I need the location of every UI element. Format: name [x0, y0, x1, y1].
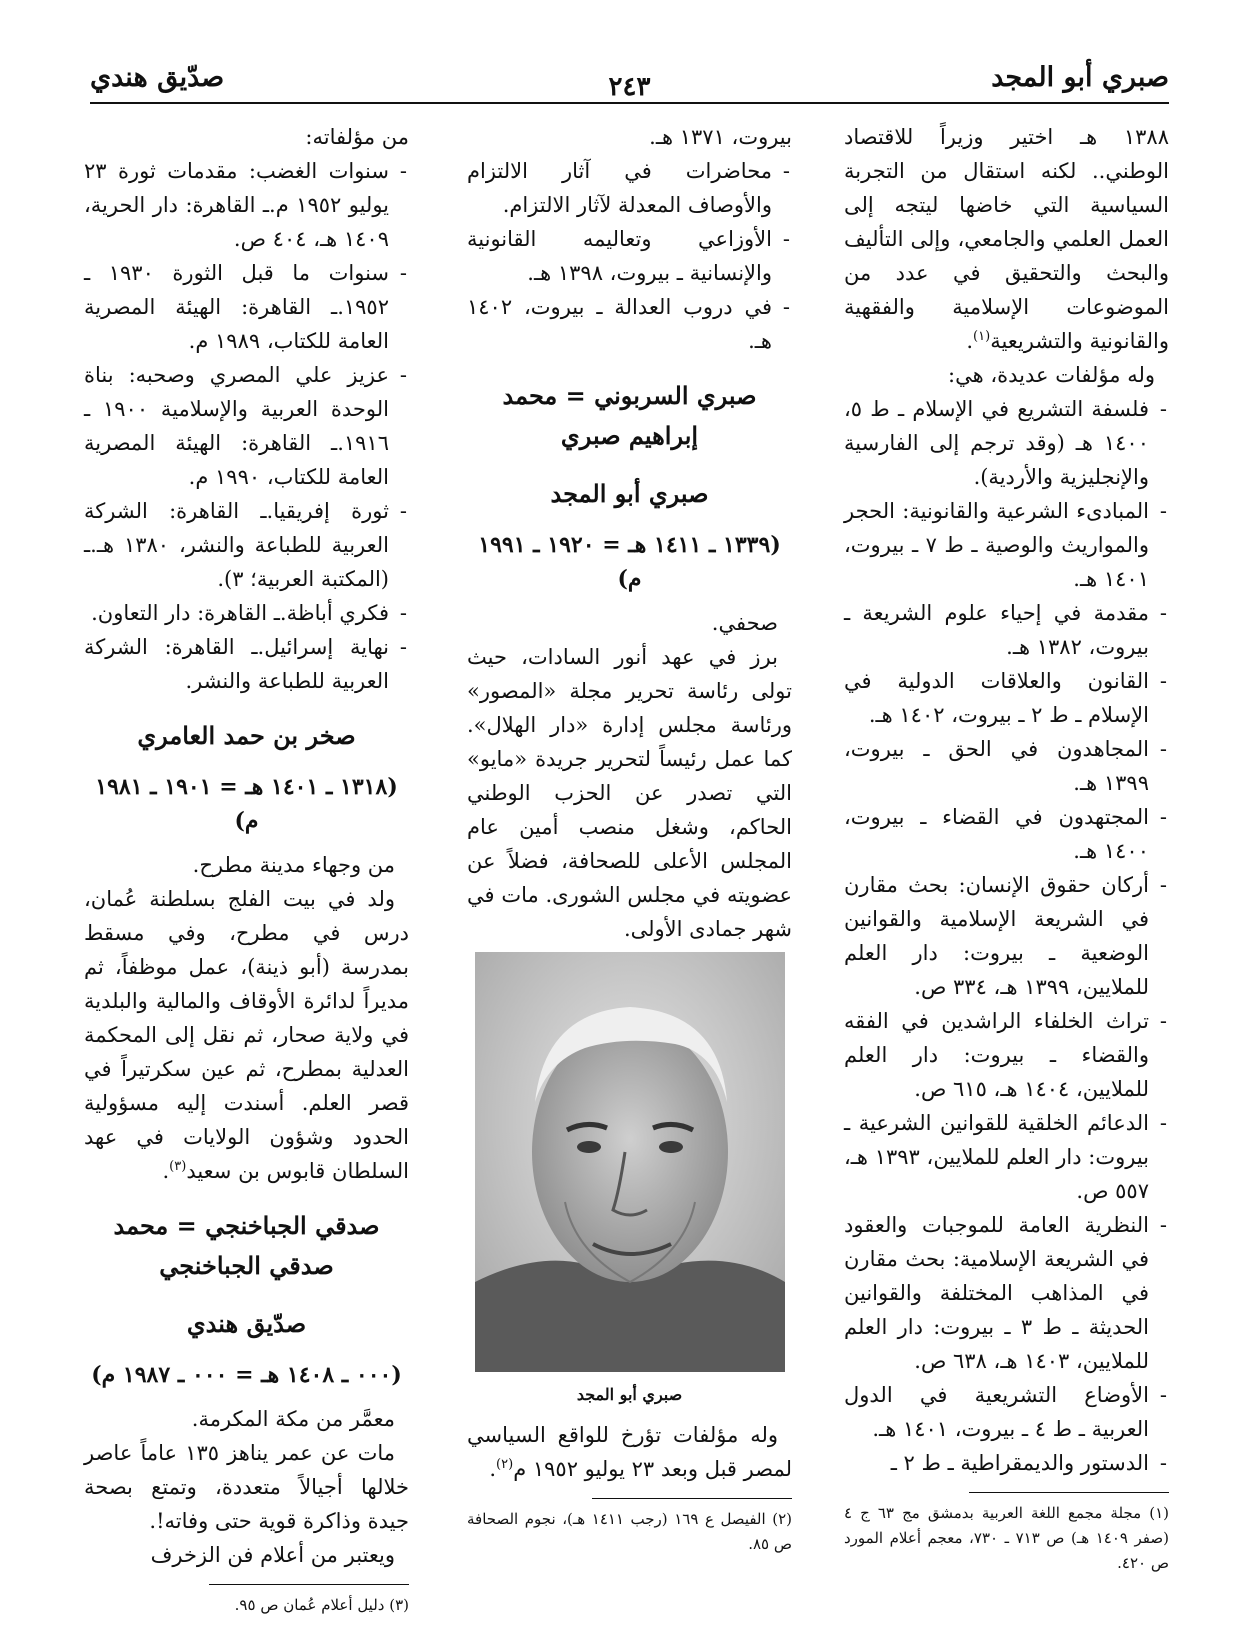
footnote-divider [209, 1584, 409, 1585]
list-item: - القانون والعلاقات الدولية في الإسلام ـ ط ٢ ـ بيروت، ١٤٠٢ هـ. [844, 664, 1169, 732]
list-item: - فكري أباظة.ـ القاهرة: دار التعاون. [84, 596, 409, 630]
entry-continuation [844, 120, 1169, 358]
list-item: - محاضرات في آثار الالتزام والأوصاف المعدلة لآثار الالتزام. [467, 154, 792, 222]
column-left [84, 120, 409, 1618]
entry-title: صبري أبو المجد [550, 479, 709, 508]
entry-biography: برز في عهد أنور السادات، حيث تولى رئاسة تحرير مجلة «المصور» ورئاسة مجلس إدارة «دار الهلال». كما عمل رئيساً لتحرير جريدة «مايو» التي تصدر عن الحزب الوطني الحاكم، وشغل منصب أمين عام المجلس الأعلى للصحافة، فضلاً عن عضويته في مجلس الشورى. مات في شهر جمادى الأولى. [467, 645, 792, 941]
list-item: - سنوات الغضب: مقدمات ثورة ٢٣ يوليو ١٩٥٢ م.ـ القاهرة: دار الحرية، ١٤٠٩ هـ، ٤٠٤ ص. [84, 154, 409, 256]
entry-dates: (١٣١٨ ـ ١٤٠١ هـ = ١٩٠١ ـ ١٩٨١ م) [95, 774, 398, 834]
footnote: (٣) دليل أعلام عُمان ص ٩٥. [234, 1596, 409, 1614]
list-item: - سنوات ما قبل الثورة ١٩٣٠ ـ ١٩٥٢.ـ القاهرة: الهيئة المصرية العامة للكتاب، ١٩٨٩ م. [84, 256, 409, 358]
portrait-photo [475, 952, 785, 1372]
running-header [90, 58, 1169, 102]
entry-paragraph: مات عن عمر يناهز ١٣٥ عاماً عاصر خلالها أجيالاً متعددة، وتمتع بصحة جيدة وذاكرة قوية حتى وفاته!. [84, 1441, 409, 1533]
entry-paragraph: ويعتبر من أعلام فن الزخرف [150, 1543, 395, 1567]
list-item: - نهاية إسرائيل.ـ القاهرة: الشركة العربية للطباعة والنشر. [84, 630, 409, 698]
header-entry-right: صبري أبو المجد [991, 62, 1169, 93]
entry-paragraph: من وجهاء مدينة مطرح. [192, 853, 395, 877]
works-note-text: وله مؤلفات تؤرخ للواقع السياسي لمصر قبل وبعد ٢٣ يوليو ١٩٥٢ م [467, 1423, 792, 1481]
list-item: - فلسفة التشريع في الإسلام ـ ط ٥، ١٤٠٠ هـ (وقد ترجم إلى الفارسية والإنجليزية والأردية). [844, 392, 1169, 494]
header-entry-left: صدّيق هندي [90, 62, 225, 93]
footnote-ref: (٣) [169, 1159, 187, 1174]
entry-title: صدّيق هندي [186, 1309, 307, 1338]
list-item: - المجتهدون في القضاء ـ بيروت، ١٤٠٠ هـ. [844, 800, 1169, 868]
works-lead: وله مؤلفات عديدة، هي: [948, 363, 1155, 387]
list-item: - مقدمة في إحياء علوم الشريعة ـ بيروت، ١٣٨٢ هـ. [844, 596, 1169, 664]
header-divider [90, 102, 1169, 104]
list-item: - الأوضاع التشريعية في الدول العربية ـ ط ٤ ـ بيروت، ١٤٠١ هـ. [844, 1378, 1169, 1446]
footnote-ref: (١) [973, 329, 991, 344]
works-list [467, 154, 792, 358]
list-item: - المجاهدون في الحق ـ بيروت، ١٣٩٩ هـ. [844, 732, 1169, 800]
footnote: (٢) الفيصل ع ١٦٩ (رجب ١٤١١ هـ)، نجوم الصحافة ص ٨٥. [467, 1510, 792, 1553]
works-list [844, 392, 1169, 1480]
list-item: - المبادىء الشرعية والقانونية: الحجر والمواريث والوصية ـ ط ٧ ـ بيروت، ١٤٠١ هـ. [844, 494, 1169, 596]
entry-dates: (٠٠٠ ـ ١٤٠٨ هـ = ٠٠٠ ـ ١٩٨٧ م) [91, 1362, 402, 1388]
list-continuation: بيروت، ١٣٧١ هـ. [649, 125, 792, 149]
works-note-end: . [489, 1457, 497, 1481]
works-list [84, 154, 409, 698]
cross-reference-title: صبري السربوني = محمد إبراهيم صبري [502, 381, 757, 450]
list-item: - الدعائم الخلقية للقوانين الشرعية ـ بيروت: دار العلم للملايين، ١٣٩٣ هـ، ٥٥٧ ص. [844, 1106, 1169, 1208]
list-item: - النظرية العامة للموجبات والعقود في الشريعة الإسلامية: بحث مقارن في المذاهب المختلفة والقوانين الحديثة ـ ط ٣ ـ بيروت: دار العلم للملايين، ١٤٠٣ هـ، ٦٣٨ ص. [844, 1208, 1169, 1378]
cross-reference-title: صدقي الجباخنجي = محمد صدقي الجباخنجي [113, 1211, 380, 1280]
paragraph-text: ولد في بيت الفلج بسلطنة عُمان، درس في مطرح، وفي مسقط بمدرسة (أبو ذينة)، عمل موظفاً، ثم مديراً لدائرة الأوقاف والمالية والبلدية في ولاية صحار، ثم نقل إلى المحكمة العدلية بمطرح، ثم عين سكرتيراً في قصر العلم. أسندت إليه مسؤولية الحدود وشؤون الولايات في عهد السلطان قابوس بن سعيد [84, 887, 409, 1183]
continuation-text: ١٣٨٨ هـ اختير وزيراً للاقتصاد الوطني.. لكنه استقال من التجربة السياسية التي خاضها ليتجه إلى العمل العلمي والجامعي، وإلى التأليف والبحث والتحقيق في عدد من الموضوعات الإسلامية والفقهية والقانونية والتشريعية [844, 125, 1169, 353]
list-item: - أركان حقوق الإنسان: بحث مقارن في الشريعة الإسلامية والقوانين الوضعية ـ بيروت: دار العلم للملايين، ١٣٩٩ هـ، ٣٣٤ ص. [844, 868, 1169, 1004]
entry-occupation: صحفي. [711, 611, 778, 635]
page-number: ٢٤٣ [608, 72, 651, 102]
list-item: - ثورة إفريقيا.ـ القاهرة: الشركة العربية للطباعة والنشر، ١٣٨٠ هـ.ـ (المكتبة العربية؛ ٣). [84, 494, 409, 596]
entry-paragraph [84, 882, 409, 1188]
column-right [844, 120, 1169, 1576]
list-item: - تراث الخلفاء الراشدين في الفقه والقضاء ـ بيروت: دار العلم للملايين، ١٤٠٤ هـ، ٦١٥ ص. [844, 1004, 1169, 1106]
list-item: - الأوزاعي وتعاليمه القانونية والإنسانية ـ بيروت، ١٣٩٨ هـ. [467, 222, 792, 290]
paragraph-end: . [162, 1159, 170, 1183]
list-item: - عزيز علي المصري وصحبه: بناة الوحدة العربية والإسلامية ١٩٠٠ ـ ١٩١٦.ـ القاهرة: الهيئة المصرية العامة للكتاب، ١٩٩٠ م. [84, 358, 409, 494]
portrait-figure [475, 952, 785, 1412]
continuation-end: . [966, 329, 974, 353]
footnote-ref: (٢) [496, 1457, 514, 1472]
works-lead: من مؤلفاته: [305, 125, 409, 149]
list-item: - الدستور والديمقراطية ـ ط ٢ ـ [844, 1446, 1169, 1480]
photo-caption: صبري أبو المجد [576, 1385, 683, 1404]
entry-works-note [467, 1418, 792, 1486]
footnote: (١) مجلة مجمع اللغة العربية بدمشق مج ٦٣ ج ٤ (صفر ١٤٠٩ هـ) ص ٧١٣ ـ ٧٣٠، معجم أعلام المورد ص ٤٢٠. [844, 1504, 1169, 1572]
footnote-divider [969, 1492, 1169, 1493]
column-middle [467, 120, 792, 1557]
entry-dates: (١٣٣٩ ـ ١٤١١ هـ = ١٩٢٠ ـ ١٩٩١ م) [478, 532, 781, 592]
list-item: - في دروب العدالة ـ بيروت، ١٤٠٢ هـ. [467, 290, 792, 358]
entry-title: صخر بن حمد العامري [137, 721, 356, 750]
footnote-divider [592, 1498, 792, 1499]
entry-paragraph: معمَّر من مكة المكرمة. [191, 1407, 395, 1431]
